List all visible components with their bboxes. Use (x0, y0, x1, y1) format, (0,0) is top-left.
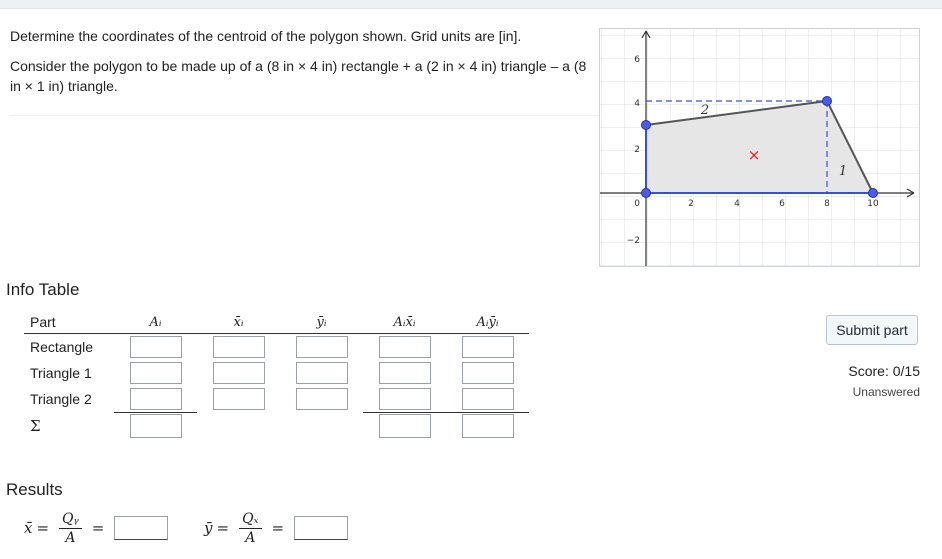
vertex-point[interactable] (869, 189, 878, 198)
problem-statement (10, 26, 600, 106)
area-ybar-input[interactable] (462, 388, 514, 410)
x-tick-label: 4 (734, 199, 740, 209)
ybar-symbol: ȳ (204, 519, 213, 537)
ybar-equation (204, 508, 348, 548)
area-xbar-input[interactable] (379, 336, 431, 358)
results-title: Results (6, 480, 63, 499)
table-header-row (24, 311, 529, 334)
header-area: Aᵢ (114, 311, 197, 334)
equals-sign: = (36, 519, 50, 537)
ybar-input[interactable] (296, 388, 348, 410)
top-bar (0, 0, 942, 9)
xbar-numerator: Qᵧ (59, 511, 82, 529)
centroid-marker-icon: × (747, 146, 761, 164)
xbar-symbol: x̄ (24, 519, 33, 537)
vertex-point[interactable] (642, 121, 651, 130)
xbar-equation (24, 508, 168, 548)
row-label-triangle-1: Triangle 1 (30, 365, 92, 381)
qy-sum-input[interactable] (379, 414, 431, 438)
x-tick-label: 8 (824, 199, 830, 209)
table-row (24, 334, 529, 361)
area-ybar-input[interactable] (462, 362, 514, 384)
vertex-point[interactable] (823, 97, 832, 106)
equals-sign: = (216, 519, 230, 537)
row-label-triangle-2: Triangle 2 (30, 391, 92, 408)
problem-line-1: Determine the coordinates of the centroid of the polygon shown. Grid units are [in]. (10, 28, 522, 44)
x-tick-label: 2 (688, 199, 694, 209)
x-tick-label: 10 (867, 199, 879, 209)
graph-canvas (600, 29, 919, 266)
area-xbar-input[interactable] (379, 388, 431, 410)
xbar-input[interactable] (213, 336, 265, 358)
y-tick-label: 4 (634, 99, 640, 109)
table-row (24, 360, 529, 386)
y-tick-label: 6 (634, 55, 640, 65)
polygon-graph[interactable] (599, 28, 920, 267)
xbar-fraction (59, 511, 82, 546)
table-row (24, 386, 529, 413)
area-input[interactable] (130, 362, 182, 384)
area-xbar-input[interactable] (379, 362, 431, 384)
dimension-label-top: 2 (700, 103, 710, 118)
table-sum-row (24, 413, 529, 440)
area-ybar-input[interactable] (462, 336, 514, 358)
submit-part-button[interactable]: Submit part (826, 315, 918, 345)
xbar-answer-input[interactable] (114, 516, 168, 540)
area-sum-input[interactable] (130, 414, 182, 438)
header-xbar: x̄ᵢ (197, 311, 280, 334)
divider (10, 115, 600, 116)
ybar-numerator: Qₓ (239, 511, 261, 529)
equals-sign: = (91, 519, 105, 537)
y-tick-label: 2 (634, 145, 640, 155)
header-area-ybar: Aᵢȳᵢ (446, 311, 529, 334)
ybar-input[interactable] (296, 336, 348, 358)
sum-label: Σ (30, 416, 41, 435)
info-table (24, 311, 529, 439)
problem-line-2: Consider the polygon to be made up of a (8 in × 4 in) rectangle + a (2 in × 4 in) triangle – a (8 in × 1 in) triangle. (10, 58, 587, 94)
answer-status: Unanswered (852, 385, 920, 399)
header-part: Part (24, 311, 114, 334)
y-tick-label: −2 (626, 236, 640, 246)
dimension-label-right: 1 (838, 164, 848, 179)
y-tick-label: 0 (634, 199, 640, 209)
equals-sign: = (271, 519, 285, 537)
xbar-denominator: A (65, 529, 76, 546)
xbar-input[interactable] (213, 388, 265, 410)
header-ybar: ȳᵢ (280, 311, 363, 334)
score-text: Score: 0/15 (848, 363, 920, 379)
ybar-input[interactable] (296, 362, 348, 384)
ybar-answer-input[interactable] (294, 516, 348, 540)
header-area-xbar: Aᵢx̄ᵢ (363, 311, 446, 334)
area-input[interactable] (130, 388, 182, 410)
ybar-denominator: A (245, 529, 256, 546)
row-label-rectangle: Rectangle (30, 339, 94, 355)
ybar-fraction (239, 511, 261, 546)
area-input[interactable] (130, 336, 182, 358)
x-tick-label: 6 (779, 199, 785, 209)
vertex-point[interactable] (642, 189, 651, 198)
xbar-input[interactable] (213, 362, 265, 384)
info-table-title: Info Table (6, 280, 80, 299)
qx-sum-input[interactable] (462, 414, 514, 438)
